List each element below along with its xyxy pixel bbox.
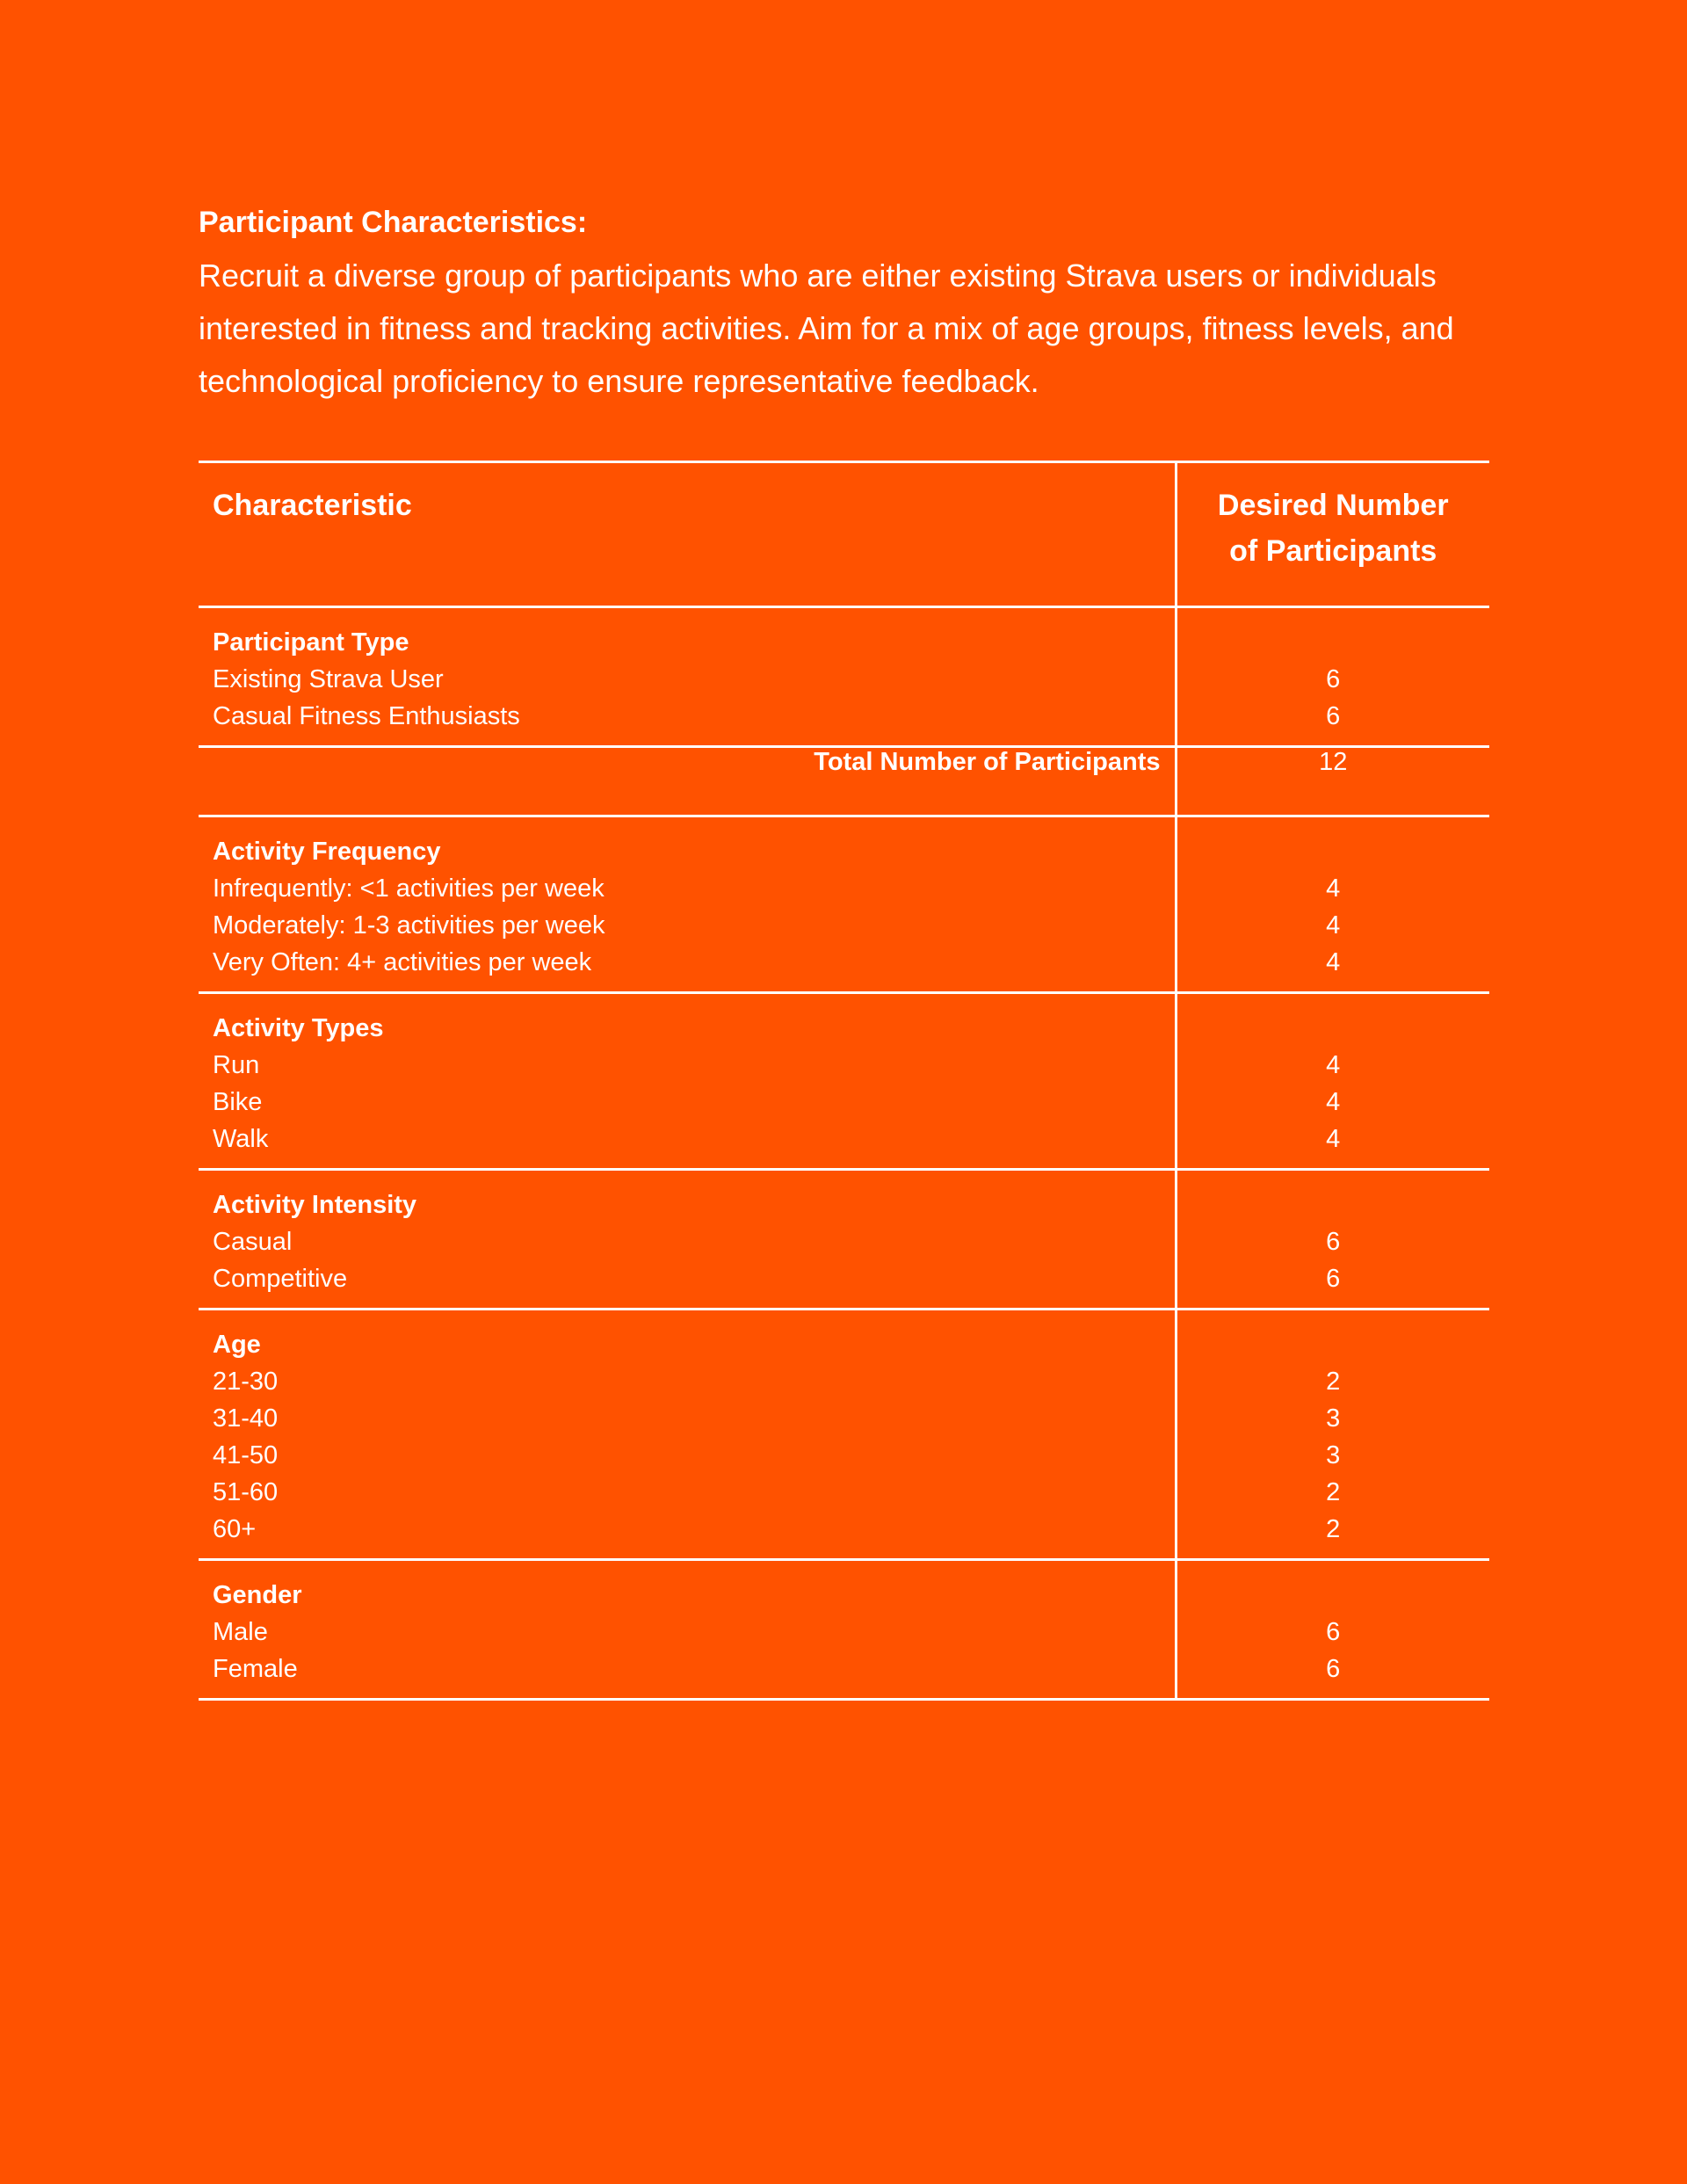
group-title: Activity Types <box>213 1014 384 1042</box>
group-title: Participant Type <box>213 628 409 657</box>
group-values <box>1176 1170 1489 1310</box>
total-value: 12 <box>1176 747 1489 816</box>
desired-number-header-line1: Desired Number <box>1217 489 1449 522</box>
total-label: Total Number of Participants <box>199 747 1176 816</box>
table-header-row <box>199 462 1489 607</box>
group-activity-frequency <box>199 816 1489 993</box>
group-values <box>1176 1560 1489 1700</box>
total-row <box>199 747 1489 816</box>
row-value: 4 <box>1326 1125 1341 1153</box>
group-labels <box>199 1560 1176 1700</box>
row-label: Bike <box>213 1088 263 1116</box>
row-label: 41-50 <box>213 1441 279 1469</box>
row-value: 4 <box>1326 911 1341 940</box>
group-activity-types <box>199 993 1489 1170</box>
row-value: 2 <box>1326 1478 1341 1506</box>
row-value: 6 <box>1326 1618 1341 1646</box>
group-age <box>199 1310 1489 1560</box>
group-labels <box>199 1170 1176 1310</box>
row-value: 4 <box>1326 948 1341 976</box>
group-title: Activity Intensity <box>213 1191 417 1219</box>
group-activity-intensity <box>199 1170 1489 1310</box>
row-label: Male <box>213 1618 268 1646</box>
group-participant-type <box>199 607 1489 747</box>
desired-number-header-line2: of Participants <box>1229 534 1437 568</box>
row-label: 31-40 <box>213 1404 279 1433</box>
group-labels <box>199 1310 1176 1560</box>
group-title: Gender <box>213 1581 302 1609</box>
desired-number-column-header <box>1176 462 1489 607</box>
group-title: Age <box>213 1331 261 1359</box>
characteristic-column-header <box>199 462 1176 607</box>
row-value: 6 <box>1326 1228 1341 1256</box>
row-label: Moderately: 1-3 activities per week <box>213 911 605 940</box>
row-label: 60+ <box>213 1515 257 1543</box>
section-heading: Participant Characteristics: <box>199 206 588 239</box>
group-labels <box>199 607 1176 747</box>
characteristic-header-label: Characteristic <box>213 489 412 522</box>
row-label: Walk <box>213 1125 269 1153</box>
row-label: Competitive <box>213 1265 348 1293</box>
intro-paragraph: Recruit a diverse group of participants who are either existing Strava users or individuals interested in fitness and tracking activities. Aim for a mix of age groups, fitness levels, and technological proficiency to ensure representative feedback. <box>199 258 1454 399</box>
row-value: 3 <box>1326 1441 1341 1469</box>
row-label: Female <box>213 1655 298 1683</box>
row-value: 2 <box>1326 1515 1341 1543</box>
group-values <box>1176 993 1489 1170</box>
row-label: Infrequently: <1 activities per week <box>213 874 605 903</box>
row-label: Very Often: 4+ activities per week <box>213 948 592 976</box>
row-value: 6 <box>1326 1265 1341 1293</box>
row-label: 21-30 <box>213 1368 279 1396</box>
row-label: Casual Fitness Enthusiasts <box>213 702 520 730</box>
group-values <box>1176 1310 1489 1560</box>
row-label: 51-60 <box>213 1478 279 1506</box>
row-label: Run <box>213 1051 260 1079</box>
group-labels <box>199 816 1176 993</box>
row-value: 4 <box>1326 1051 1341 1079</box>
group-values <box>1176 816 1489 993</box>
group-title: Activity Frequency <box>213 838 441 866</box>
document-content <box>199 200 1489 1701</box>
row-value: 4 <box>1326 1088 1341 1116</box>
participant-characteristics-table <box>199 461 1489 1701</box>
row-value: 6 <box>1326 665 1341 693</box>
group-values <box>1176 607 1489 747</box>
group-labels <box>199 993 1176 1170</box>
row-label: Casual <box>213 1228 293 1256</box>
row-value: 6 <box>1326 702 1341 730</box>
row-value: 6 <box>1326 1655 1341 1683</box>
row-value: 4 <box>1326 874 1341 903</box>
row-label: Existing Strava User <box>213 665 444 693</box>
row-value: 2 <box>1326 1368 1341 1396</box>
row-value: 3 <box>1326 1404 1341 1433</box>
group-gender <box>199 1560 1489 1700</box>
